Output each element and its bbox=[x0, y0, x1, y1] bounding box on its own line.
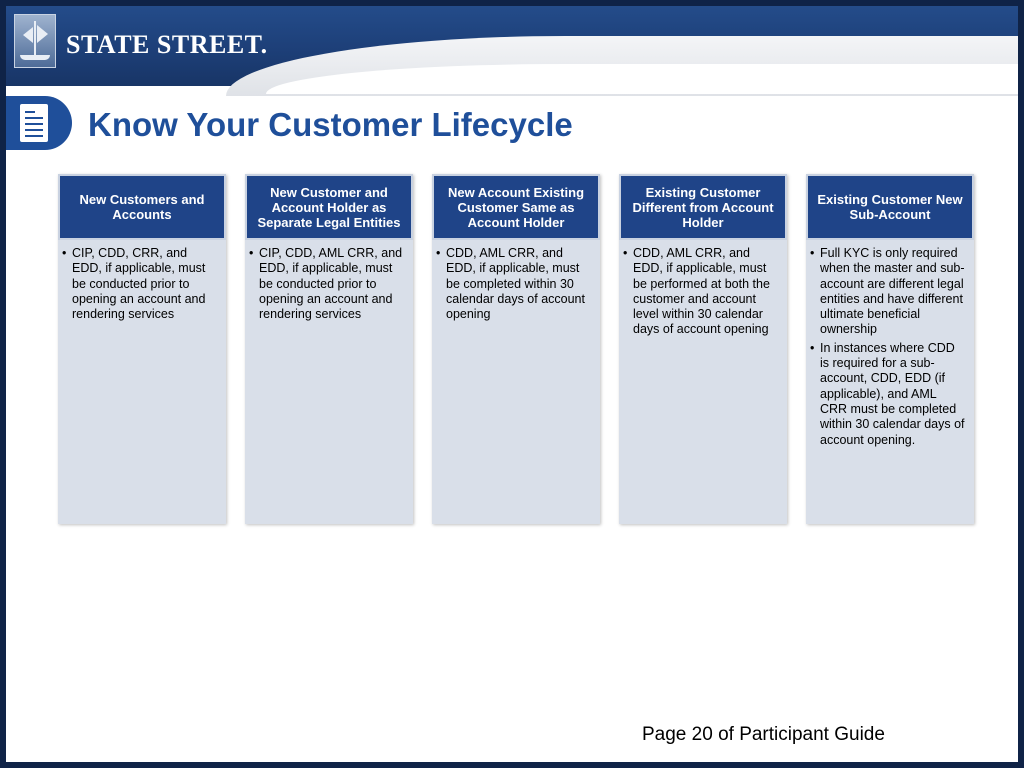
lifecycle-column-4 bbox=[619, 174, 787, 524]
column-body bbox=[58, 246, 226, 325]
column-body bbox=[619, 246, 787, 341]
column-heading: New Customer and Account Holder as Separate Legal Entities bbox=[245, 174, 413, 240]
column-heading: Existing Customer New Sub-Account bbox=[806, 174, 974, 240]
bullet-item: • CDD, AML CRR, and EDD, if applicable, must be performed at both the customer and account level within 30 calendar days of account opening bbox=[623, 246, 770, 337]
column-body bbox=[245, 246, 413, 325]
slide bbox=[6, 6, 1018, 762]
bullet-item: • CDD, AML CRR, and EDD, if applicable, must be completed within 30 calendar days of account opening bbox=[436, 246, 585, 322]
bullet-item: • CIP, CDD, AML CRR, and EDD, if applicable, must be conducted prior to opening an account and rendering services bbox=[249, 246, 403, 322]
bullet-text: CDD, AML CRR, and EDD, if applicable, must be performed at both the customer and account level within 30 calendar days of account opening bbox=[633, 246, 770, 337]
bullet-item: • Full KYC is only required when the master and sub-account are different legal entities and have different ultimate beneficial ownership bbox=[810, 246, 965, 337]
bullet-text: In instances where CDD is required for a sub-account, CDD, EDD (if applicable), and AML CRR must be completed within 30 calendar days of account opening. bbox=[820, 340, 965, 447]
bullet-text: Full KYC is only required when the master and sub-account are different legal entities and have different ultimate beneficial ownership bbox=[820, 246, 965, 337]
column-body bbox=[806, 246, 974, 451]
lifecycle-column-2 bbox=[245, 174, 413, 524]
lifecycle-column-3 bbox=[432, 174, 600, 524]
bullet-item: • CIP, CDD, CRR, and EDD, if applicable, must be conducted prior to opening an account and rendering services bbox=[62, 246, 206, 322]
bullet-text: CIP, CDD, AML CRR, and EDD, if applicable, must be conducted prior to opening an account and rendering services bbox=[259, 246, 403, 322]
page-reference: Page 20 of Participant Guide bbox=[642, 724, 885, 745]
column-heading: New Account Existing Customer Same as Account Holder bbox=[432, 174, 600, 240]
column-body bbox=[432, 246, 600, 325]
lifecycle-column-5 bbox=[806, 174, 974, 524]
column-heading: Existing Customer Different from Account Holder bbox=[619, 174, 787, 240]
document-icon bbox=[20, 104, 48, 142]
brand-name: STATE STREET. bbox=[66, 30, 268, 59]
column-heading: New Customers and Accounts bbox=[58, 174, 226, 240]
document-icon-badge bbox=[6, 96, 72, 150]
bullet-text: CIP, CDD, CRR, and EDD, if applicable, must be conducted prior to opening an account and rendering services bbox=[72, 246, 206, 322]
ship-logo-icon bbox=[14, 14, 56, 68]
page-title: Know Your Customer Lifecycle bbox=[88, 106, 573, 143]
bullet-item: • In instances where CDD is required for a sub-account, CDD, EDD (if applicable), and AML CRR must be completed within 30 calendar days of account opening. bbox=[810, 340, 965, 447]
bullet-text: CDD, AML CRR, and EDD, if applicable, must be completed within 30 calendar days of account opening bbox=[446, 246, 585, 322]
lifecycle-column-1 bbox=[58, 174, 226, 524]
